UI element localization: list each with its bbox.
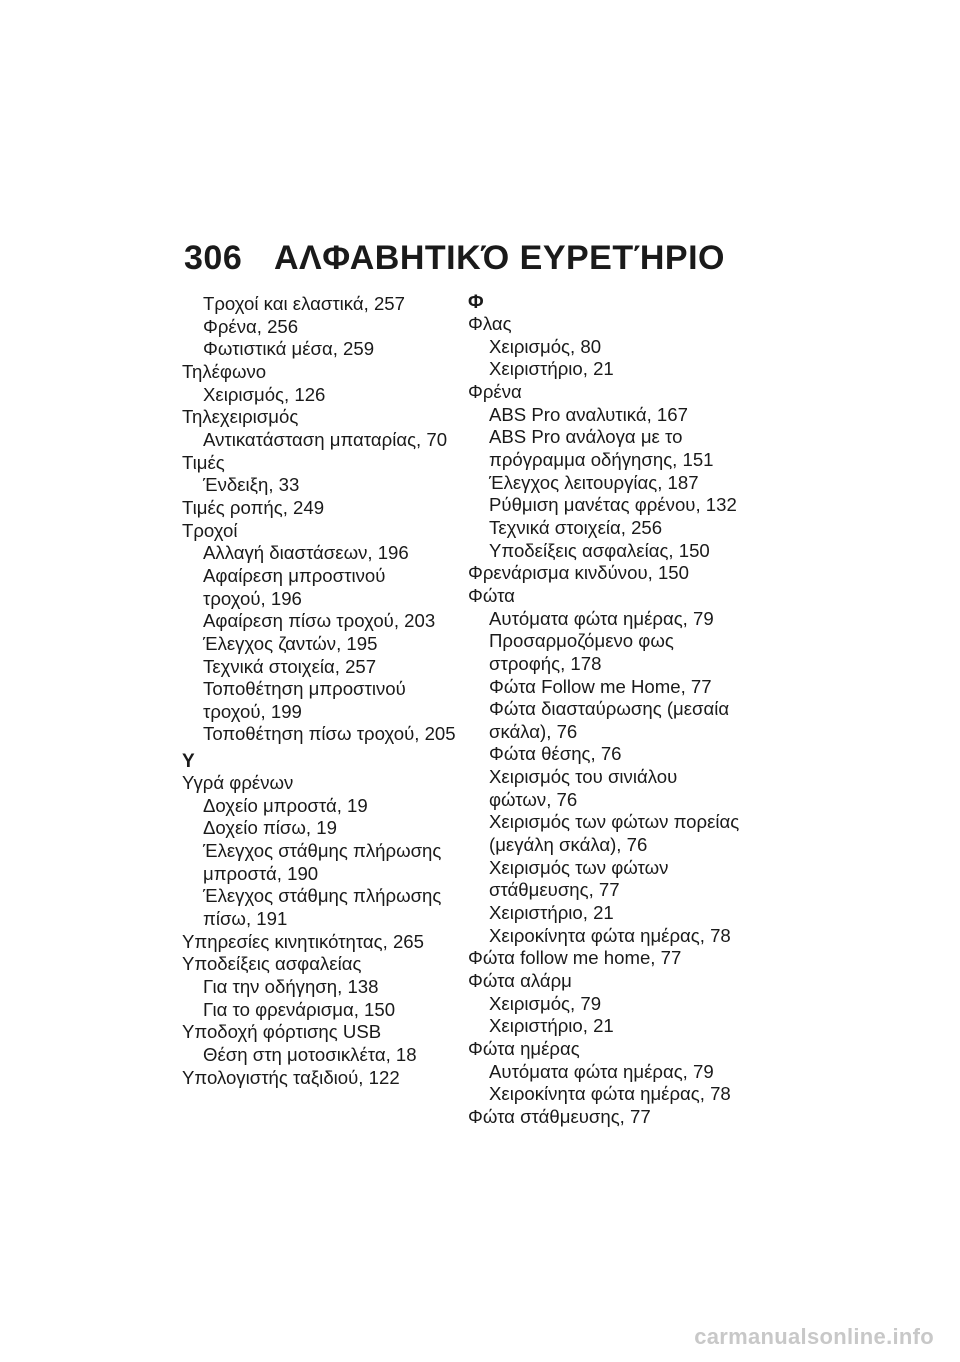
index-subentry: ABS Pro αναλυτικά, 167 [489, 403, 688, 425]
index-subentry: Προσαρμοζόμενο φως [489, 630, 674, 652]
page-header [184, 239, 725, 287]
index-entry: Τιμές ροπής, 249 [182, 496, 325, 518]
index-entry: Φρένα [468, 380, 522, 402]
index-subentry: Χειριστήριο, 21 [489, 1015, 614, 1037]
index-subentry: Χειρισμός, 126 [203, 383, 326, 405]
index-subentry: Χειροκίνητα φώτα ημέρας, 78 [489, 924, 731, 946]
index-subentry: Τοποθέτηση πίσω τροχού, 205 [203, 723, 456, 745]
index-entry: Υπηρεσίες κινητικότητας, 265 [182, 930, 424, 952]
index-subentry: στάθμευσης, 77 [489, 879, 620, 901]
index-subentry: Χειριστήριο, 21 [489, 358, 614, 380]
index-subentry: Ρύθμιση μανέτας φρένου, 132 [489, 494, 737, 516]
index-subentry: Έλεγχος στάθμης πλήρωσης [203, 885, 442, 907]
index-subentry: Αφαίρεση μπροστινού [203, 564, 386, 586]
index-subentry: Φρένα, 256 [203, 315, 299, 337]
index-subentry: πίσω, 191 [203, 908, 288, 930]
index-entry: Υπολογιστής ταξιδιού, 122 [182, 1066, 400, 1088]
index-subentry: Χειρισμός των φώτων πορείας [489, 811, 740, 833]
index-subentry: Θέση στη μοτοσικλέτα, 18 [203, 1044, 417, 1065]
index-entry: Φρενάρισμα κινδύνου, 150 [468, 562, 689, 584]
index-subentry: μπροστά, 190 [203, 862, 319, 884]
index-letter-heading: Υ [182, 751, 195, 773]
index-entry: Τηλεχειρισμός [182, 406, 299, 428]
index-entry: Φώτα στάθμευσης, 77 [468, 1105, 651, 1127]
index-subentry: φώτων, 76 [489, 788, 578, 810]
index-entry: Φλας [468, 313, 512, 334]
index-subentry: στροφής, 178 [489, 652, 602, 674]
index-subentry: Φωτιστικά μέσα, 259 [203, 338, 375, 360]
index-subentry: Έλεγχος στάθμης πλήρωσης [203, 840, 442, 862]
index-subentry: Φώτα Follow me Home, 77 [489, 675, 712, 697]
index-subentry: Υποδείξεις ασφαλείας, 150 [489, 539, 710, 561]
index-subentry: ABS Pro ανάλογα με το [489, 426, 683, 448]
index-subentry: σκάλα), 76 [489, 720, 578, 742]
index-subentry: Έλεγχος λειτουργίας, 187 [489, 471, 699, 493]
index-entry: Φώτα [468, 584, 515, 606]
index-entry: Υγρά φρένων [182, 772, 294, 794]
index-subentry: τροχού, 199 [203, 700, 302, 722]
index-entry: Τηλέφωνο [182, 360, 267, 382]
index-subentry: Χειρισμός του σινιάλου [489, 766, 678, 788]
index-subentry: τροχού, 196 [203, 587, 302, 609]
index-subentry: Τροχοί και ελαστικά, 257 [203, 293, 405, 314]
index-subentry: Χειριστήριο, 21 [489, 902, 614, 924]
index-subentry: Τεχνικά στοιχεία, 257 [203, 655, 377, 677]
index-entry: Φώτα follow me home, 77 [468, 947, 682, 969]
page-number: 306 [184, 239, 243, 277]
index-entry: Φώτα ημέρας [468, 1038, 580, 1059]
index-subentry: Για το φρενάρισμα, 150 [203, 998, 396, 1020]
index-entry: Υποδοχή φόρτισης USB [182, 1021, 382, 1043]
index-subentry: πρόγραμμα οδήγησης, 151 [489, 448, 714, 470]
index-subentry: Δοχείο πίσω, 19 [203, 817, 337, 839]
index-subentry: Αυτόματα φώτα ημέρας, 79 [489, 607, 714, 629]
index-column-right [468, 293, 768, 1129]
index-subentry: Αφαίρεση πίσω τροχού, 203 [203, 610, 436, 632]
index-entry: Υποδείξεις ασφαλείας [182, 953, 362, 975]
index-subentry: Χειροκίνητα φώτα ημέρας, 78 [489, 1083, 731, 1105]
index-subentry: Αντικατάσταση μπαταρίας, 70 [203, 428, 448, 450]
index-letter-heading: Φ [468, 292, 484, 313]
index-subentry: Τοποθέτηση μπροστινού [203, 678, 406, 700]
watermark: carmanualsonline.info [694, 1324, 934, 1349]
index-entry: Φώτα αλάρμ [468, 970, 572, 992]
index-column-left [182, 293, 456, 1089]
index-subentry: Για την οδήγηση, 138 [203, 976, 379, 998]
index-subentry: Χειρισμός, 80 [489, 335, 602, 357]
index-subentry: Δοχείο μπροστά, 19 [203, 794, 368, 816]
page-title: ΑΛΦΑΒΗΤΙΚΌ ΕΥΡΕΤΉΡΙΟ [274, 239, 725, 277]
index-subentry: Έλεγχος ζαντών, 195 [203, 632, 378, 654]
index-subentry: Ένδειξη, 33 [203, 474, 300, 496]
index-subentry: Χειρισμός, 79 [489, 992, 602, 1014]
index-entry: Τροχοί [182, 519, 238, 541]
index-subentry: (μεγάλη σκάλα), 76 [489, 834, 648, 856]
index-subentry: Φώτα διασταύρωσης (μεσαία [489, 698, 730, 720]
index-subentry: Αυτόματα φώτα ημέρας, 79 [489, 1060, 714, 1082]
index-subentry: Χειρισμός των φώτων [489, 856, 669, 878]
index-entry: Τιμές [182, 451, 225, 473]
index-subentry: Φώτα θέσης, 76 [489, 743, 622, 765]
index-subentry: Τεχνικά στοιχεία, 256 [489, 516, 663, 538]
index-subentry: Αλλαγή διαστάσεων, 196 [203, 542, 409, 564]
